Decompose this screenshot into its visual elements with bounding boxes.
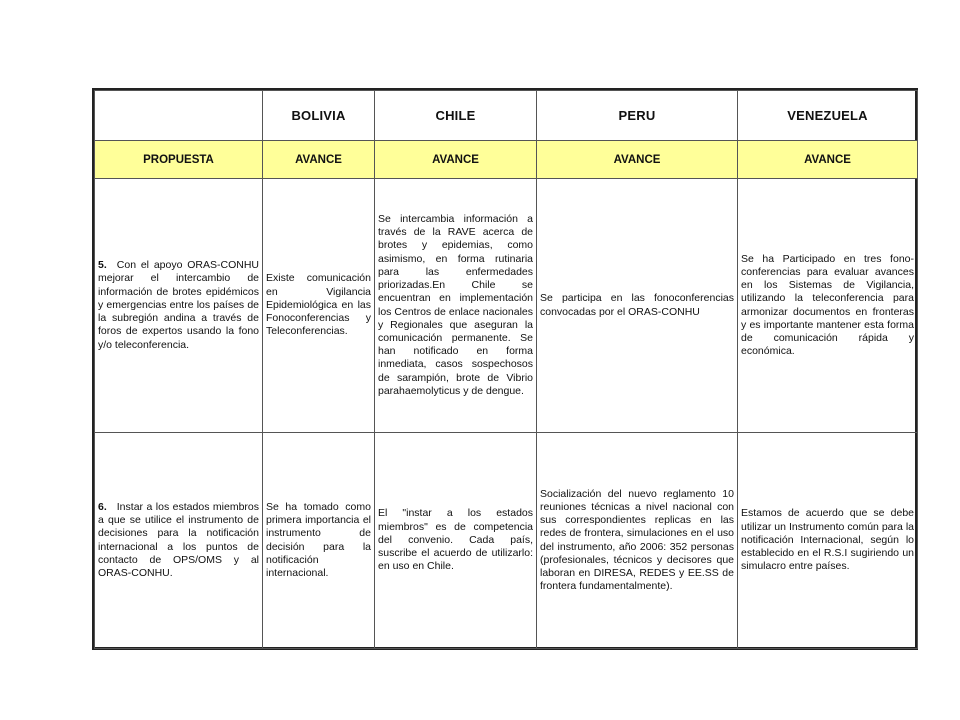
header-peru: PERU [537, 91, 738, 141]
country-header-row [95, 91, 918, 141]
peru-avance-text: Se participa en las fonoconferencias convocadas por el ORAS-CONHU [540, 292, 734, 318]
avance-header-peru: AVANCE [537, 141, 738, 179]
propuesta-body: Con el apoyo ORAS-CONHU mejorar el intercambio de información de brotes epidémicos y emergencias entre los países de la subregión andina a través de foros de expertos usando la fono y/o teleconferencia. [98, 259, 259, 351]
peru-cell [537, 433, 738, 649]
bolivia-cell [263, 433, 375, 649]
propuesta-cell [95, 179, 263, 433]
bolivia-avance-text: Existe comunicación en Vigilancia Epidemiológica en las Fonoconferencias y Teleconferencias. [266, 272, 371, 338]
bolivia-cell [263, 179, 375, 433]
chile-cell [375, 433, 537, 649]
propuesta-text [95, 501, 262, 580]
propuesta-avance-table-frame [92, 88, 918, 650]
chile-avance-text: El "instar a los estados miembros" es de competencia del convenio. Cada país, suscribe el acuerdo de utilizarlo: en uso en Chile. [378, 507, 533, 573]
avance-header-venezuela: AVANCE [738, 141, 918, 179]
propuesta-number: 5. [98, 259, 107, 272]
header-venezuela: VENEZUELA [738, 91, 918, 141]
propuesta-avance-table [94, 90, 918, 649]
header-chile: CHILE [375, 91, 537, 141]
venezuela-cell [738, 433, 918, 649]
propuesta-body: Instar a los estados miembros a que se utilice el instrumento de decisiones para la notificación internacional a los puntos de contacto de OPS/OMS y al ORAS-CONHU. [98, 500, 259, 579]
avance-header-chile: AVANCE [375, 141, 537, 179]
venezuela-avance-text: Se ha Participado en tres fono-conferencias para evaluar avances en los Sistemas de Vigilancia, utilizando la teleconferencia para armonizar documentos en fronteras y es importante mantener esta forma de comunicación rápida y económica. [741, 252, 914, 358]
header-bolivia: BOLIVIA [263, 91, 375, 141]
header-empty-cell [95, 91, 263, 141]
propuesta-number: 6. [98, 500, 107, 513]
avance-header-bolivia: AVANCE [263, 141, 375, 179]
propuesta-cell [95, 433, 263, 649]
propuesta-header: PROPUESTA [95, 141, 263, 179]
venezuela-cell [738, 179, 918, 433]
peru-cell [537, 179, 738, 433]
venezuela-avance-text: Estamos de acuerdo que se debe utilizar un Instrumento común para la notificación Internacional, según lo establecido en el R.S.I sugiriendo un simulacro entre países. [741, 507, 914, 573]
table-row [95, 179, 918, 433]
peru-avance-text: Socialización del nuevo reglamento 10 reuniones técnicas a nivel nacional con sus correspondientes replicas en las redes de frontera, simulaciones en el uso del instrumento, año 2006: 352 personas (profesionales, técnicos y decisores que laboran en DIRESA, REDES y EE.SS de frontera fundamentalmente). [540, 487, 734, 593]
chile-avance-text: Se intercambia información a través de la RAVE acerca de brotes y epidemias, como asimismo, en forma rutinaria para las enfermedades priorizadas.En Chile se encuentran en implementación los Centros de enlace nacionales y Regionales que aseguran la comunicación permanente. Se han notificado en forma inmediata, casos sospechosos de sarampión, brote de Vibrio parahaemolyticus y de dengue. [378, 213, 533, 397]
propuesta-text [95, 259, 262, 351]
avance-header-row [95, 141, 918, 179]
table-row [95, 433, 918, 649]
chile-cell [375, 179, 537, 433]
bolivia-avance-text: Se ha tomado como primera importancia el instrumento de decisión para la notificación internacional. [266, 500, 371, 579]
